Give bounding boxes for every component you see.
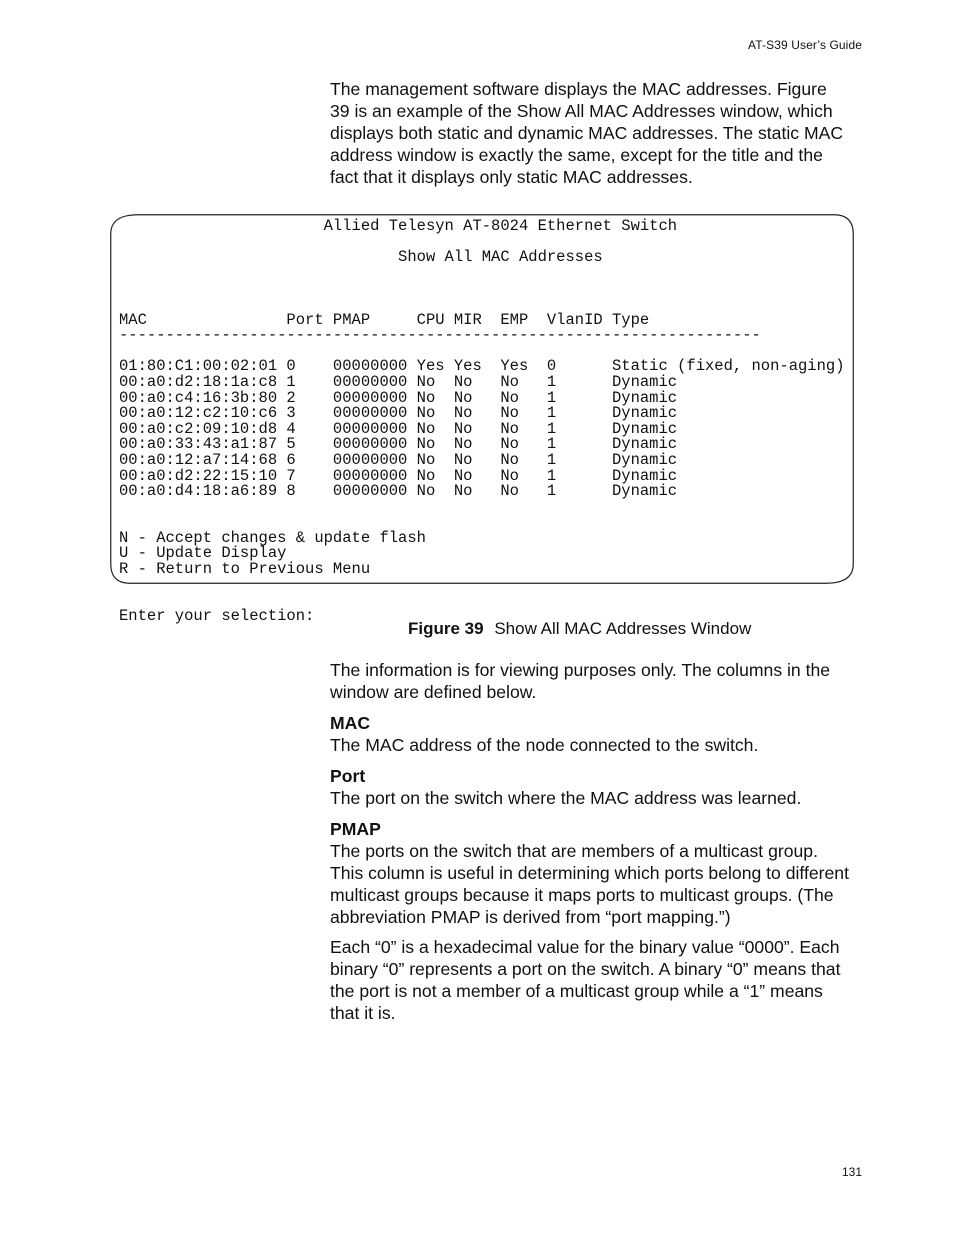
terminal-line: Enter your selection:	[119, 606, 315, 625]
terminal-line: Show All MAC Addresses	[119, 248, 603, 267]
terminal-line: MAC Port PMAP CPU MIR EMP VlanID Type	[119, 310, 650, 329]
page-number: 131	[841, 1165, 862, 1179]
terminal-window	[110, 214, 854, 625]
figure-caption	[408, 618, 751, 640]
hex-explanation-paragraph: Each “0” is a hexadecimal value for the binary value “0000”. Each binary “0” represents a port on the switch. A binary “0” means that the port is not a member of a multicast group while a “1” means that it is.	[330, 937, 841, 1023]
running-header: AT-S39 User’s Guide	[748, 38, 862, 52]
terminal-line: 00:a0:c2:09:10:d8 4 00000000 No No No 1 Dynamic	[119, 419, 678, 438]
terminal-text	[119, 219, 845, 624]
terminal-line: U - Update Display	[119, 544, 287, 563]
definition-pmap	[330, 818, 850, 928]
definition-term: PMAP	[330, 819, 381, 839]
terminal-line: 00:a0:33:43:a1:87 5 00000000 No No No 1 Dynamic	[119, 435, 678, 454]
terminal-line	[119, 266, 845, 282]
terminal-line: N - Accept changes & update flash	[119, 528, 426, 547]
definition-text: The ports on the switch that are members of a multicast group. This column is useful in determining which ports belong to different multicast groups because it maps ports to multicast groups. (The abbreviation PMAP is derived from “port mapping.”)	[330, 841, 849, 927]
definition-port	[330, 765, 850, 809]
terminal-line: 00:a0:c4:16:3b:80 2 00000000 No No No 1 Dynamic	[119, 388, 678, 407]
figure-title: Show All MAC Addresses Window	[494, 619, 752, 638]
terminal-line	[119, 500, 845, 516]
figure-label: Figure 39	[408, 619, 484, 638]
terminal-line: 00:a0:12:c2:10:c6 3 00000000 No No No 1 Dynamic	[119, 404, 678, 423]
info-paragraph: The information is for viewing purposes only. The columns in the window are defined below.	[330, 660, 831, 702]
terminal-line: ---------------------------------------------------------------------	[119, 326, 761, 345]
definition-mac	[330, 712, 850, 756]
terminal-line: R - Return to Previous Menu	[119, 560, 371, 579]
definition-term: MAC	[330, 713, 371, 733]
terminal-line: 00:a0:d2:18:1a:c8 1 00000000 No No No 1 Dynamic	[119, 372, 678, 391]
definition-term: Port	[330, 766, 366, 786]
terminal-line: 00:a0:d2:22:15:10 7 00000000 No No No 1 Dynamic	[119, 466, 678, 485]
intro-paragraph: The management software displays the MAC addresses. Figure 39 is an example of the Show All MAC Addresses window, which displays both static and dynamic MAC addresses. The static MAC address window is exactly the same, except for the title and the fact that it displays only static MAC addresses.	[330, 79, 844, 187]
definition-text: The port on the switch where the MAC address was learned.	[330, 788, 802, 808]
terminal-line: 01:80:C1:00:02:01 0 00000000 Yes Yes Yes 0 Static (fixed, non-aging)	[119, 357, 845, 376]
terminal-line	[119, 281, 845, 297]
definition-text: The MAC address of the node connected to the switch.	[330, 735, 759, 755]
terminal-line	[119, 578, 845, 594]
terminal-line: Allied Telesyn AT-8024 Ethernet Switch	[119, 217, 678, 235]
terminal-line: 00:a0:d4:18:a6:89 8 00000000 No No No 1 Dynamic	[119, 482, 678, 501]
terminal-line: 00:a0:12:a7:14:68 6 00000000 No No No 1 Dynamic	[119, 450, 678, 469]
